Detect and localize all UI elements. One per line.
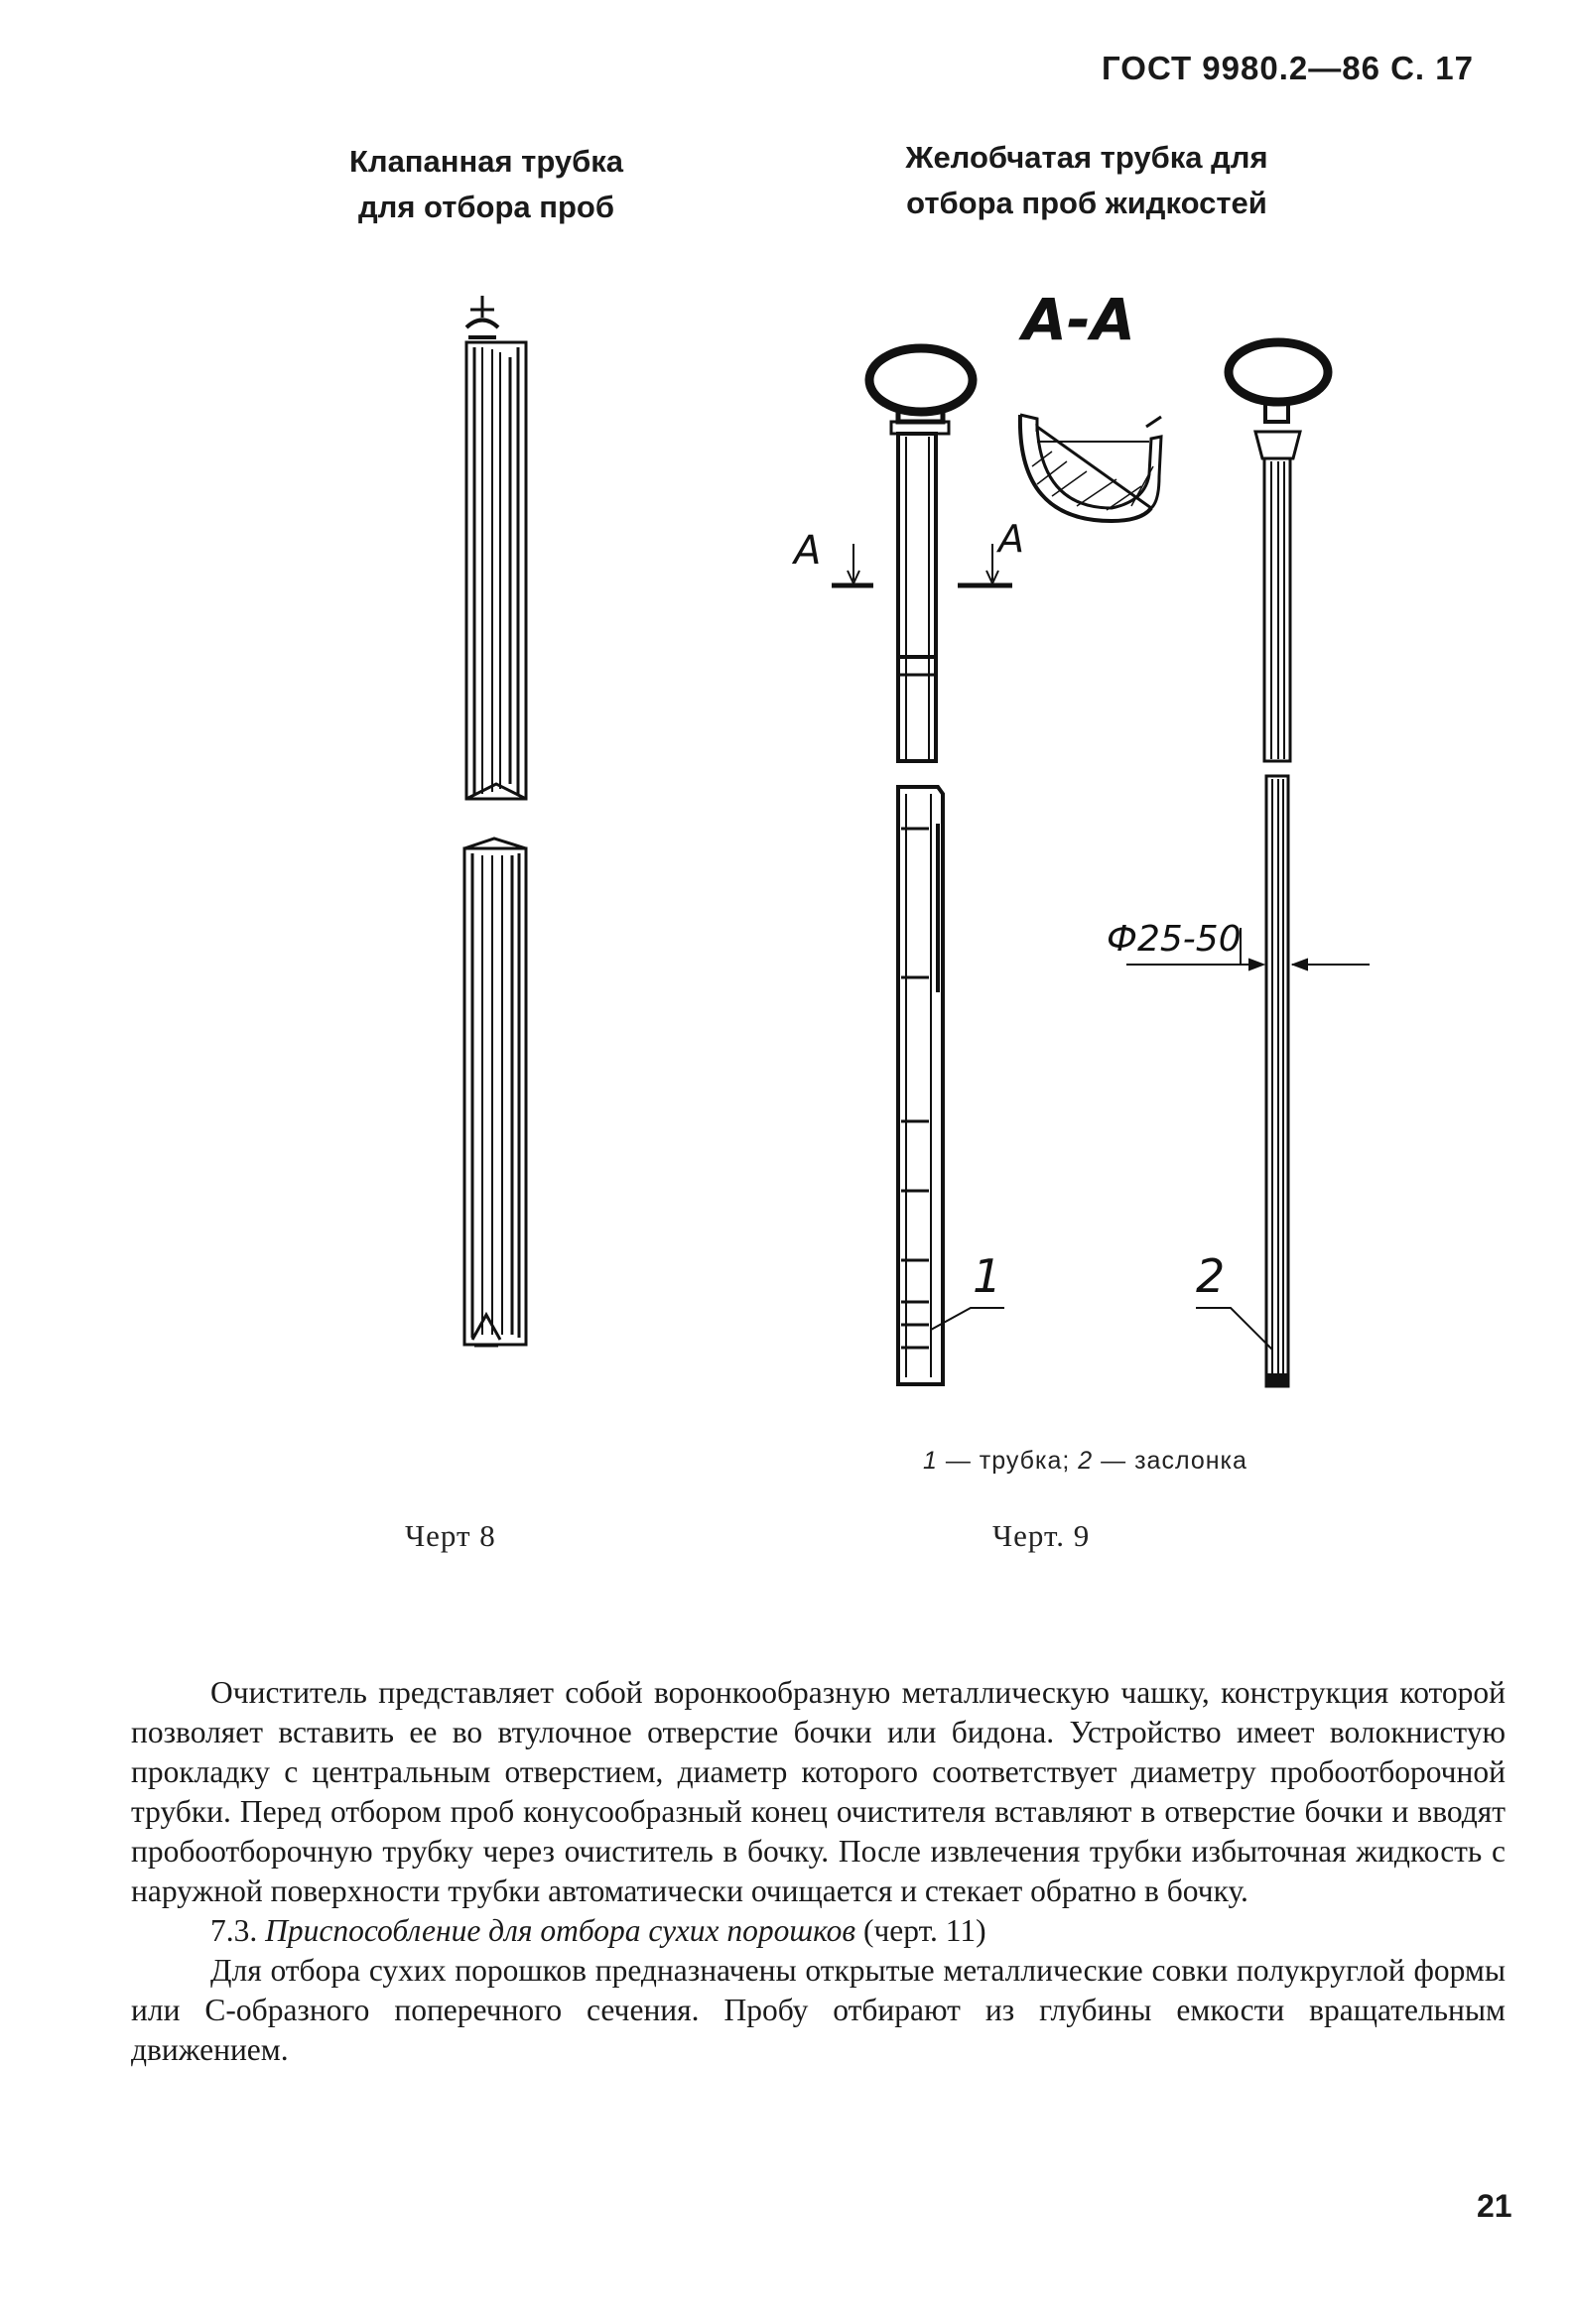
section-label: А-А [1022,286,1135,353]
figure-8-title-line2: для отбора проб [357,190,615,224]
dimension-label: Ф25-50 [1107,919,1242,960]
legend-text-1: — трубка; [945,1447,1071,1475]
section-heading [131,1911,1506,1951]
section-title: Приспособление для отбора сухих порошков [265,1913,856,1948]
running-header: ГОСТ 9980.2—86 С. 17 [1102,50,1474,86]
figure-9-title-line1: Желобчатая трубка для [905,140,1268,175]
grooved-tube-right-view [1126,342,1370,1386]
valve-tube-drawing [464,296,526,1346]
callout-2: 2 [1196,1249,1226,1303]
legend-number-2: 2 [1078,1447,1094,1475]
figure-9-legend [923,1447,1247,1476]
grooved-tube-left-view [832,348,1012,1384]
cut-mark-left: А [794,528,822,574]
legend-text-2: — заслонка [1101,1447,1247,1475]
figure-9-title-line2: отбора проб жидкостей [906,186,1267,220]
figure-9-caption: Черт. 9 [992,1518,1091,1553]
body-text [131,1673,1506,2070]
page-number: 21 [1477,2188,1512,2224]
legend-number-1: 1 [923,1447,938,1475]
paragraph-powders: Для отбора сухих порошков предназначены открытые металлические совки полукруглой формы или С-образного поперечного сечения. Пробу отбирают из глубины емкости вращательным движением. [131,1953,1506,2067]
figure-8-caption: Черт 8 [405,1518,496,1553]
cross-section-aa [1020,415,1161,521]
callout-1: 1 [973,1249,1002,1303]
figure-8-title-line1: Клапанная трубка [348,144,624,179]
section-number: 7.3. [210,1913,258,1948]
paragraph-cleaner: Очиститель представляет собой воронкообразную металлическую чашку, конструкция которой позволяет вставить ее во втулочное отверстие бочки или бидона. Устройство имеет волокнистую прокладку с центральным отверстием, диаметр которого соответствует диаметру пробоотборочной трубки. Перед отбором проб конусообразный конец очистителя вставляют в отверстие бочки и вводят пробоотборочную трубку через очиститель в бочку. После извлечения трубки избыточная жидкость с наружной поверхности трубки автоматически очищается и стекает обратно в бочку. [131,1675,1506,1908]
cut-mark-right: А [998,517,1024,561]
section-figure-ref: (черт. 11) [862,1913,986,1948]
